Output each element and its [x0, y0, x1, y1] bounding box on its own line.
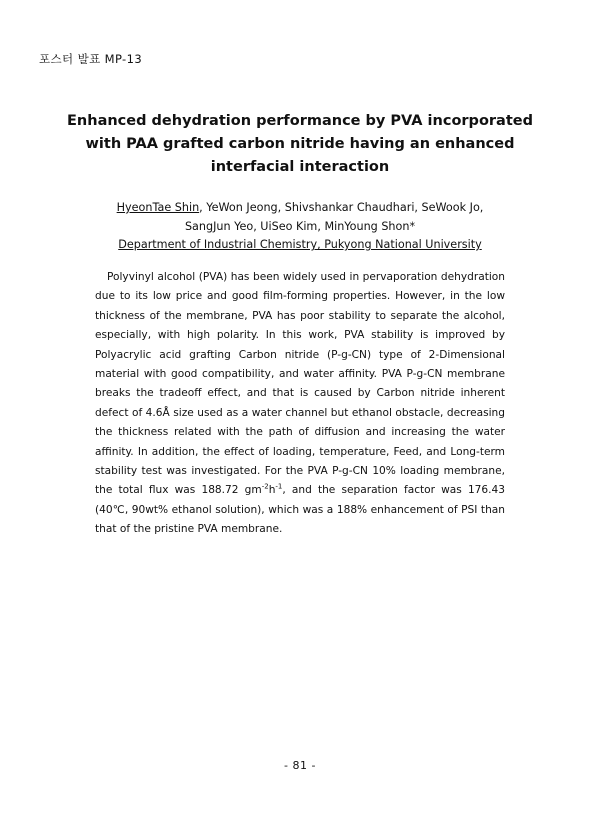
flux-unit-exponent: -2	[261, 482, 269, 491]
author-block	[70, 199, 530, 255]
abstract-paragraph	[95, 268, 505, 540]
presenting-author: HyeonTae Shin	[116, 201, 200, 214]
co-authors: , YeWon Jeong, Shivshankar Chaudhari, SeWook Jo,	[199, 201, 484, 214]
session-label: 포스터 발표 MP-13	[39, 52, 143, 66]
abstract-text: h	[268, 484, 276, 497]
paper-title	[60, 110, 540, 179]
title-line: with PAA grafted carbon nitride having an enhanced	[85, 136, 515, 152]
title-line: Enhanced dehydration performance by PVA incorporated	[67, 113, 533, 129]
title-line: interfacial interaction	[210, 159, 390, 175]
affiliation: Department of Industrial Chemistry, Pukyong National University	[118, 238, 482, 251]
abstract-text: Polyvinyl alcohol (PVA) has been widely used in pervaporation dehydration due to its low price and good film-forming properties. However, in the low thickness of the membrane, PVA has poor stability to separate the alcohol, especially, with high polarity. In this work, PVA stability is improved by Polyacrylic acid grafting Carbon nitride (P-g-CN) type of 2-Dimensional material with good compatibility, and water affinity. PVA P-g-CN membrane breaks the tradeoff effect, and that is caused by Carbon nitride inherent defect of 4.6Å size used as a water channel but ethanol obstacle, decreasing the thickness related with the path of diffusion and increasing the water affinity. In addition, the effect of loading, temperature, Feed, and Long-term stability test was investigated. For the PVA P-g-CN 10% loading membrane, the total flux was 188.72 gm	[95, 271, 505, 497]
abstract-text: , and the separation factor was 176.43 (40℃, 90wt% ethanol solution), which was a 188% enhancement of PSI than that of the pristine PVA membrane.	[95, 484, 506, 536]
page-number: - 81 -	[284, 759, 316, 772]
authors-line: SangJun Yeo, UiSeo Kim, MinYoung Shon*	[184, 219, 416, 233]
authors-line	[70, 199, 530, 218]
flux-unit-exponent: -1	[275, 482, 283, 491]
